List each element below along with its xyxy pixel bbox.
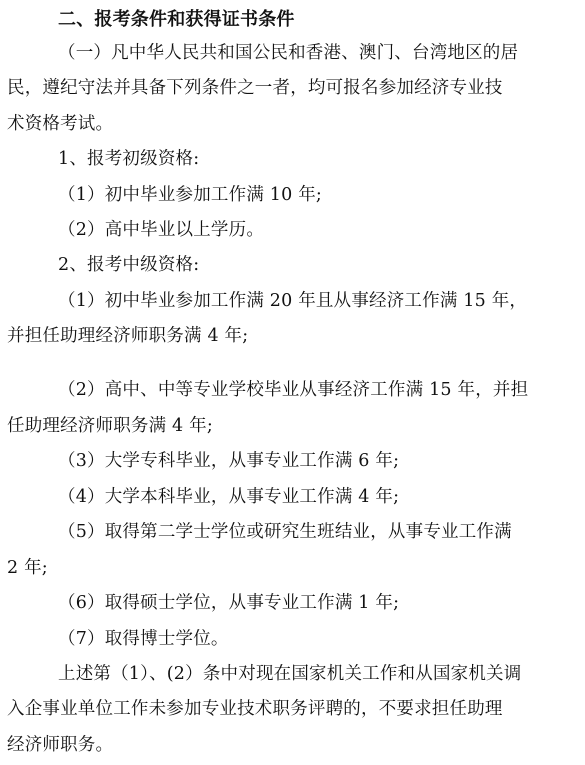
- intermediate-title: 2、报考中级资格:: [58, 255, 200, 275]
- junior-title: 1、报考初级资格:: [58, 149, 200, 169]
- note-line1: 上述第（1）、(2）条中对现在国家机关工作和从国家机关调: [58, 664, 522, 684]
- intermediate-item-4: （4）大学本科毕业，从事专业工作满 4 年;: [58, 487, 400, 507]
- para1-line3: 术资格考试。: [7, 114, 114, 134]
- intermediate-item-3: （3）大学专科毕业，从事专业工作满 6 年;: [58, 451, 400, 471]
- para1-line1: （一）凡中华人民共和国公民和香港、澳门、台湾地区的居: [58, 43, 519, 63]
- para1-line2: 民，遵纪守法并具备下列条件之一者，均可报名参加经济专业技: [7, 78, 503, 98]
- junior-item-1: （1）初中毕业参加工作满 10 年;: [58, 185, 323, 205]
- intermediate-item-5-line1: （5）取得第二学士学位或研究生班结业，从事专业工作满: [58, 522, 512, 542]
- intermediate-item-5-line2: 2 年;: [7, 558, 48, 578]
- note-line2: 入企事业单位工作未参加专业技术职务评聘的，不要求担任助理: [7, 699, 503, 719]
- intermediate-item-1-line1: （1）初中毕业参加工作满 20 年且从事经济工作满 15 年，: [58, 291, 528, 311]
- intermediate-item-1-line2: 并担任助理经济师职务满 4 年;: [7, 326, 249, 346]
- note-line3: 经济师职务。: [7, 735, 114, 755]
- junior-item-2: （2）高中毕业以上学历。: [58, 220, 265, 240]
- intermediate-item-7: （7）取得博士学位。: [58, 629, 229, 649]
- intermediate-item-2-line1: （2）高中、中等专业学校毕业从事经济工作满 15 年，并担: [58, 380, 529, 400]
- section-heading: 二、报考条件和获得证书条件: [58, 9, 295, 30]
- intermediate-item-6: （6）取得硕士学位，从事专业工作满 1 年;: [58, 593, 400, 613]
- intermediate-item-2-line2: 任助理经济师职务满 4 年;: [7, 416, 213, 436]
